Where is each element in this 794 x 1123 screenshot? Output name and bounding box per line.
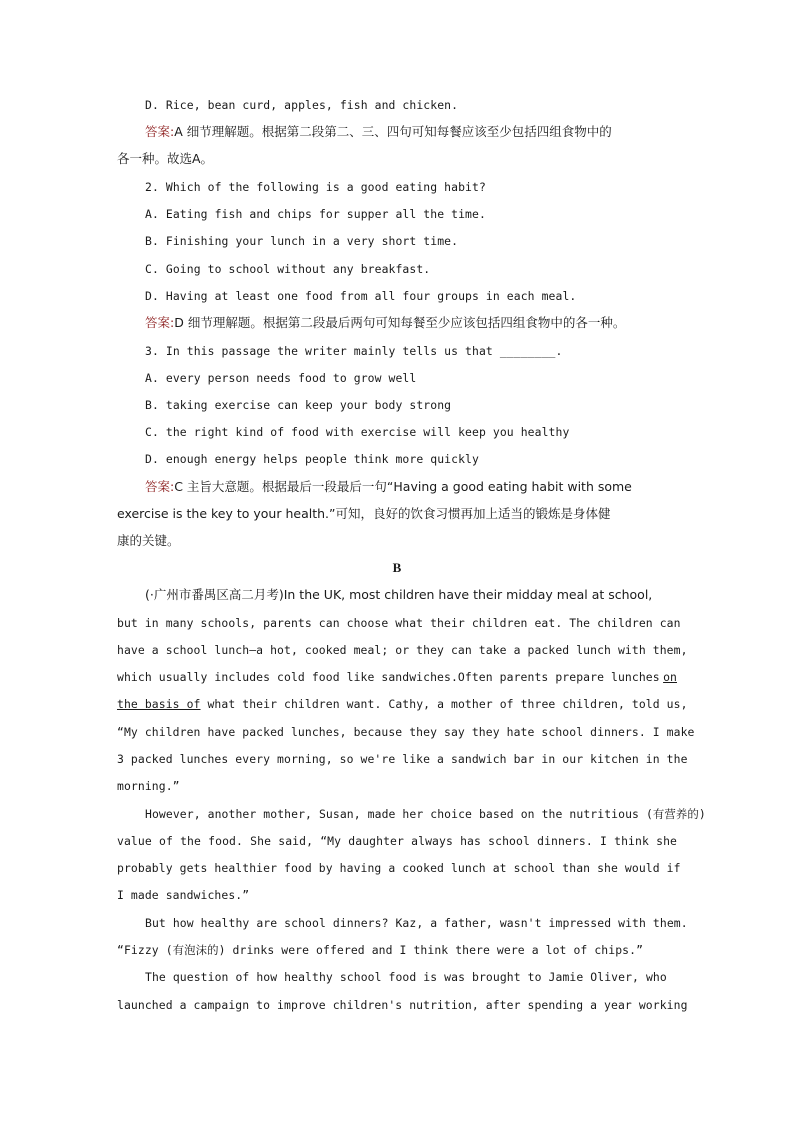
q3-stem: 3. In this passage the writer mainly tells us that ________.: [145, 344, 563, 358]
q3-answer-text-1: C 主旨大意题。根据最后一段最后一句“Having a good eating habit with some: [174, 479, 632, 494]
q3-option-b: B. taking exercise can keep your body strong: [145, 398, 452, 412]
passage-text: what their children want. Cathy, a mother of three children, told us,: [207, 697, 688, 711]
answer-label: 答案:: [145, 315, 175, 330]
passage-p3-line-2: “Fizzy (有泡沫的) drinks were offered and I think there were a lot of chips.”: [117, 943, 644, 957]
q3-answer-line-1: [145, 478, 632, 496]
answer-label: 答案:: [145, 479, 175, 494]
q2-option-c: C. Going to school without any breakfast.: [145, 262, 431, 276]
underlined-phrase: the basis of: [117, 697, 201, 711]
q2-option-a: A. Eating fish and chips for supper all the time.: [145, 207, 486, 221]
q3-option-c: C. the right kind of food with exercise will keep you healthy: [145, 425, 570, 439]
passage-p1-line-2: but in many schools, parents can choose what their children eat. The children can: [117, 616, 681, 630]
passage-p2-line-2: value of the food. She said, “My daughter always has school dinners. I think she: [117, 834, 677, 848]
passage-p1-line-3: have a school lunch—a hot, cooked meal; or they can take a packed lunch with them,: [117, 643, 688, 657]
passage-p2-line-1: However, another mother, Susan, made her choice based on the nutritious (有营养的): [145, 807, 706, 821]
answer-label: 答案:: [145, 124, 175, 139]
q2-option-d: D. Having at least one food from all four groups in each meal.: [145, 289, 577, 303]
passage-p1-line-7: 3 packed lunches every morning, so we're like a sandwich bar in our kitchen in the: [117, 752, 688, 766]
q3-option-a: A. every person needs food to grow well: [145, 371, 417, 385]
passage-p1-line-4: [117, 668, 677, 686]
passage-p2-line-4: I made sandwiches.”: [117, 888, 250, 902]
passage-p4-line-2: launched a campaign to improve children's nutrition, after spending a year working: [117, 998, 688, 1012]
q1-option-d: D. Rice, bean curd, apples, fish and chicken.: [145, 98, 459, 112]
q3-answer-line-2: exercise is the key to your health.”可知，良好的饮食习惯再加上适当的锻炼是身体健: [117, 506, 611, 521]
q3-option-d: D. enough energy helps people think more quickly: [145, 452, 479, 466]
q1-answer-line-1: [145, 123, 612, 141]
passage-p3-line-1: But how healthy are school dinners? Kaz, a father, wasn't impressed with them.: [145, 916, 688, 930]
q1-answer-text: A 细节理解题。根据第二段第二、三、四句可知每餐应该至少包括四组食物中的: [174, 124, 612, 139]
passage-text: which usually includes cold food like sandwiches.Often parents prepare lunches: [117, 670, 660, 684]
passage-p1-line-6: “My children have packed lunches, because they say they hate school dinners. I make: [117, 725, 695, 739]
passage-p1-line-8: morning.”: [117, 779, 180, 793]
q2-stem: 2. Which of the following is a good eating habit?: [145, 180, 486, 194]
passage-p2-line-3: probably gets healthier food by having a cooked lunch at school than she would if: [117, 861, 681, 875]
q2-answer-text: D 细节理解题。根据第二段最后两句可知每餐至少应该包括四组食物中的各一种。: [174, 315, 626, 330]
underlined-phrase: on: [663, 670, 677, 684]
passage-p1-line-5: [117, 695, 688, 713]
passage-p1-line-1: (·广州市番禺区高二月考)In the UK, most children have their midday meal at school,: [145, 587, 653, 602]
section-heading: B: [392, 560, 402, 575]
q2-option-b: B. Finishing your lunch in a very short time.: [145, 234, 459, 248]
q1-answer-line-2: 各一种。故选A。: [117, 151, 214, 166]
passage-p4-line-1: The question of how healthy school food is was brought to Jamie Oliver, who: [145, 970, 667, 984]
q2-answer-line: [145, 314, 625, 332]
q3-answer-line-3: 康的关键。: [117, 533, 180, 548]
